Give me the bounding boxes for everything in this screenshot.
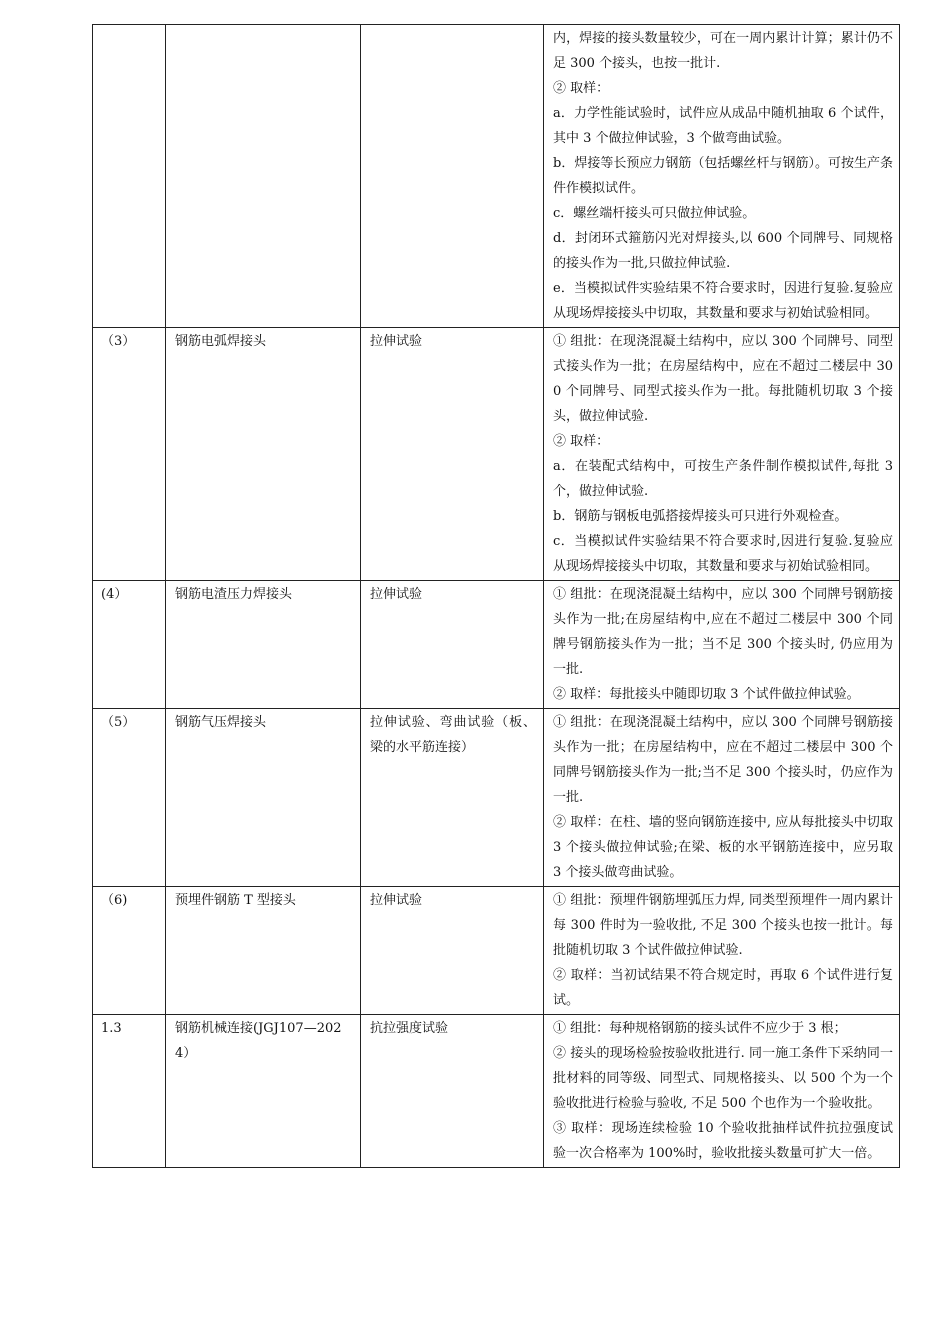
item-number: 1.3 — [93, 1015, 166, 1168]
item-number — [93, 25, 166, 328]
requirement-line: ① 组批：每种规格钢筋的接头试件不应少于 3 根； — [553, 1021, 847, 1036]
test-type: 拉伸试验 — [361, 581, 544, 709]
sampling-requirements — [544, 887, 900, 1015]
item-name: 预埋件钢筋 T 型接头 — [166, 887, 361, 1015]
item-number: （6) — [93, 887, 166, 1015]
requirement-line: ① 组批：预埋件钢筋埋弧压力焊, 同类型预埋件一周内累计每 300 件时为一验收批, 不足 300 个接头也按一批计。每批随机切取 3 个试件做拉伸试验. — [553, 893, 893, 958]
table-row — [93, 581, 900, 709]
table-row — [93, 887, 900, 1015]
sampling-requirements — [544, 1015, 900, 1168]
test-type: 拉伸试验 — [361, 887, 544, 1015]
item-name: 钢筋机械连接(JGJ107—2024） — [166, 1015, 361, 1168]
table-row — [93, 25, 900, 328]
requirement-line: ① 组批：在现浇混凝土结构中，应以 300 个同牌号钢筋接头作为一批；在房屋结构中，应在不超过二楼层中 300 个同牌号钢筋接头作为一批;当不足 300 个接头时，仍应作为一批. — [553, 715, 893, 805]
test-type — [361, 25, 544, 328]
item-number: (4） — [93, 581, 166, 709]
test-type: 抗拉强度试验 — [361, 1015, 544, 1168]
requirement-line: ② 取样：当初试结果不符合规定时，再取 6 个试件进行复试。 — [553, 968, 893, 1008]
table-body — [93, 25, 900, 1168]
sampling-requirements — [544, 709, 900, 887]
requirement-line: a．在装配式结构中，可按生产条件制作模拟试件,每批 3 个，做拉伸试验. — [553, 459, 893, 499]
sampling-requirements — [544, 328, 900, 581]
item-number: （5） — [93, 709, 166, 887]
requirement-line: c．螺丝端杆接头可只做拉伸试验。 — [553, 206, 756, 221]
item-name: 钢筋气压焊接头 — [166, 709, 361, 887]
requirement-line: ① 组批：在现浇混凝土结构中，应以 300 个同牌号钢筋接头作为一批;在房屋结构中,应在不超过二楼层中 300 个同牌号钢筋接头作为一批；当不足 300 个接头时, 仍应用为一批. — [553, 587, 893, 677]
item-number: （3） — [93, 328, 166, 581]
item-name — [166, 25, 361, 328]
test-type: 拉伸试验 — [361, 328, 544, 581]
requirement-line: d．封闭环式箍筋闪光对焊接头,以 600 个同牌号、同规格的接头作为一批,只做拉伸试验. — [553, 231, 893, 271]
table-row — [93, 328, 900, 581]
item-name: 钢筋电渣压力焊接头 — [166, 581, 361, 709]
requirement-line: c．当模拟试件实验结果不符合要求时,因进行复验.复验应从现场焊接接头中切取，其数量和要求与初始试验相同。 — [553, 534, 893, 574]
table-row — [93, 709, 900, 887]
sampling-requirements — [544, 25, 900, 328]
inspection-table — [92, 24, 900, 1168]
sampling-requirements — [544, 581, 900, 709]
requirement-line: b．钢筋与钢板电弧搭接焊接头可只进行外观检查。 — [553, 509, 848, 524]
requirement-line: ② 接头的现场检验按验收批进行. 同一施工条件下采纳同一批材料的同等级、同型式、同规格接头、以 500 个为一个验收批进行检验与验收, 不足 500 个也作为一个验收批。 — [553, 1046, 893, 1111]
requirement-line: 内，焊接的接头数量较少，可在一周内累计计算；累计仍不足 300 个接头，也按一批计. — [553, 31, 893, 71]
test-type: 拉伸试验、弯曲试验（板、梁的水平筋连接） — [361, 709, 544, 887]
requirement-line: b．焊接等长预应力钢筋（包括螺丝杆与钢筋）。可按生产条件作模拟试件。 — [553, 156, 893, 196]
requirement-line: ② 取样： — [553, 434, 610, 449]
requirement-line: e．当模拟试件实验结果不符合要求时，因进行复验.复验应从现场焊接接头中切取，其数量和要求与初始试验相同。 — [553, 281, 893, 321]
requirement-line: a．力学性能试验时，试件应从成品中随机抽取 6 个试件，其中 3 个做拉伸试验，3 个做弯曲试验。 — [553, 106, 893, 146]
requirement-line: ① 组批：在现浇混凝土结构中，应以 300 个同牌号、同型式接头作为一批；在房屋结构中，应在不超过二楼层中 300 个同牌号、同型式接头作为一批。每批随机切取 3 个接头，做拉伸试验. — [553, 334, 893, 424]
requirement-line: ② 取样：每批接头中随即切取 3 个试件做拉伸试验。 — [553, 687, 860, 702]
requirement-line: ② 取样：在柱、墙的竖向钢筋连接中, 应从每批接头中切取 3 个接头做拉伸试验;在梁、板的水平钢筋连接中，应另取 3 个接头做弯曲试验。 — [553, 815, 893, 880]
requirement-line: ② 取样： — [553, 81, 610, 96]
table-row — [93, 1015, 900, 1168]
requirement-line: ③ 取样：现场连续检验 10 个验收批抽样试件抗拉强度试验一次合格率为 100%时，验收批接头数量可扩大一倍。 — [553, 1121, 893, 1161]
item-name: 钢筋电弧焊接头 — [166, 328, 361, 581]
